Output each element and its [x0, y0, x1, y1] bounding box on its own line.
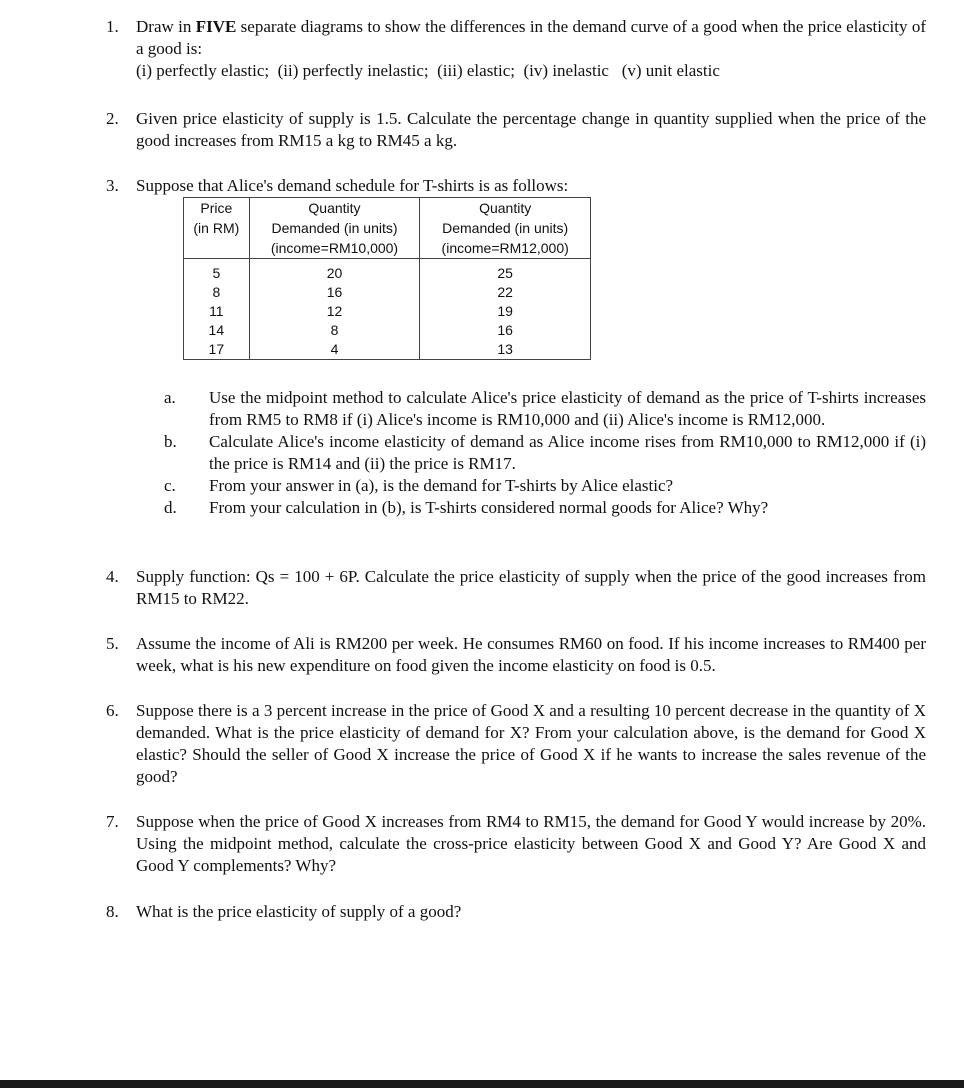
subpart-text: From your answer in (a), is the demand for T-shirts by Alice elastic? [209, 476, 674, 495]
subpart-text: From your calculation in (b), is T-shirts considered normal goods for Alice? Why? [209, 498, 769, 517]
subpart-text: Calculate Alice's income elasticity of demand as Alice income rises from RM10,000 to RM12,000 if (i) the price is RM14 and (ii) the price is RM17. [209, 432, 926, 473]
question-body [136, 16, 926, 82]
question-2 [106, 108, 926, 152]
bottom-edge-bar [0, 1080, 964, 1088]
table-cell: 12 [249, 302, 420, 321]
table-header-qty-12000: (income=RM12,000) [420, 238, 591, 259]
question-number: 1. [106, 17, 119, 36]
table-row [184, 321, 591, 340]
question-text: Suppose there is a 3 percent increase in the price of Good X and a resulting 10 percent decrease in the quantity of X demanded. What is the price elasticity of demand for X? From your calculation above, is the demand for Good X elastic? Should the seller of Good X increase the price of Good X if he wants to increase the sales revenue of the good? [136, 701, 926, 786]
table-header-qty-10000: Demanded (in units) [249, 218, 420, 238]
elasticity-options: (i) perfectly elastic; (ii) perfectly inelastic; (iii) elastic; (iv) inelastic (v) unit elastic [136, 61, 720, 80]
question-text: Suppose that Alice's demand schedule for T-shirts is as follows: [136, 176, 569, 195]
table-cell: 19 [420, 302, 591, 321]
table-cell: 25 [420, 259, 591, 284]
table-header-price [184, 238, 250, 259]
table-cell: 22 [420, 283, 591, 302]
table-cell: 5 [184, 259, 250, 284]
question-text: What is the price elasticity of supply of a good? [136, 902, 462, 921]
table-header-price: Price [184, 198, 250, 219]
table-header-qty-12000: Quantity [420, 198, 591, 219]
subpart-letter: b. [164, 432, 177, 451]
subpart-letter: a. [164, 388, 176, 407]
table-cell: 16 [420, 321, 591, 340]
table-cell: 11 [184, 302, 250, 321]
table-cell: 20 [249, 259, 420, 284]
question-number: 6. [106, 701, 119, 720]
subpart-letter: d. [164, 498, 177, 517]
question-3 [106, 175, 926, 197]
question-number: 3. [106, 176, 119, 195]
question-text: Assume the income of Ali is RM200 per week. He consumes RM60 on food. If his income increases to RM400 per week, what is his new expenditure on food given the income elasticity on food is 0.5. [136, 634, 926, 675]
table-cell: 17 [184, 340, 250, 360]
question-5 [106, 633, 926, 677]
question-number: 8. [106, 902, 119, 921]
table-cell: 8 [184, 283, 250, 302]
emphasis-five: FIVE [195, 17, 237, 36]
table-row [184, 340, 591, 360]
subpart-text: Use the midpoint method to calculate Alice's price elasticity of demand as the price of T-shirts increases from RM5 to RM8 if (i) Alice's income is RM10,000 and (ii) Alice's income is RM12,000. [209, 388, 926, 429]
question-number: 5. [106, 634, 119, 653]
question-text-part: separate diagrams to show the differences in the demand curve of a good when the price elasticity of a good is: [136, 17, 927, 58]
table-row [184, 302, 591, 321]
table-header-price: (in RM) [184, 218, 250, 238]
table-cell: 16 [249, 283, 420, 302]
question-number: 2. [106, 109, 119, 128]
question-6 [106, 700, 926, 788]
table-row [184, 283, 591, 302]
question-text: Suppose when the price of Good X increases from RM4 to RM15, the demand for Good Y would increase by 20%. Using the midpoint method, calculate the cross-price elasticity between Good X and Good Y? Are Good X and Good Y complements? Why? [136, 812, 926, 875]
subpart-c [160, 475, 926, 497]
question-number: 4. [106, 567, 119, 586]
table-header-qty-12000: Demanded (in units) [420, 218, 591, 238]
question-text-part: Draw in [136, 17, 196, 36]
question-8 [106, 901, 926, 923]
question-text: Supply function: Qs = 100 + 6P. Calculate the price elasticity of supply when the price of the good increases from RM15 to RM22. [136, 567, 926, 608]
subpart-b [160, 431, 926, 475]
question-4 [106, 566, 926, 610]
subpart-a [160, 387, 926, 431]
question-7 [106, 811, 926, 877]
subpart-letter: c. [164, 476, 176, 495]
demand-schedule-table [183, 197, 591, 360]
table-cell: 13 [420, 340, 591, 360]
table-cell: 8 [249, 321, 420, 340]
table-cell: 4 [249, 340, 420, 360]
table-header-qty-10000: Quantity [249, 198, 420, 219]
table-header-qty-10000: (income=RM10,000) [249, 238, 420, 259]
table-cell: 14 [184, 321, 250, 340]
subpart-d [160, 497, 926, 519]
question-text: Given price elasticity of supply is 1.5. Calculate the percentage change in quantity supplied when the price of the good increases from RM15 a kg to RM45 a kg. [136, 109, 926, 150]
question-1 [106, 16, 926, 82]
question-3-subparts [160, 387, 926, 519]
question-text [136, 16, 926, 60]
question-number: 7. [106, 812, 119, 831]
table-row [184, 259, 591, 284]
